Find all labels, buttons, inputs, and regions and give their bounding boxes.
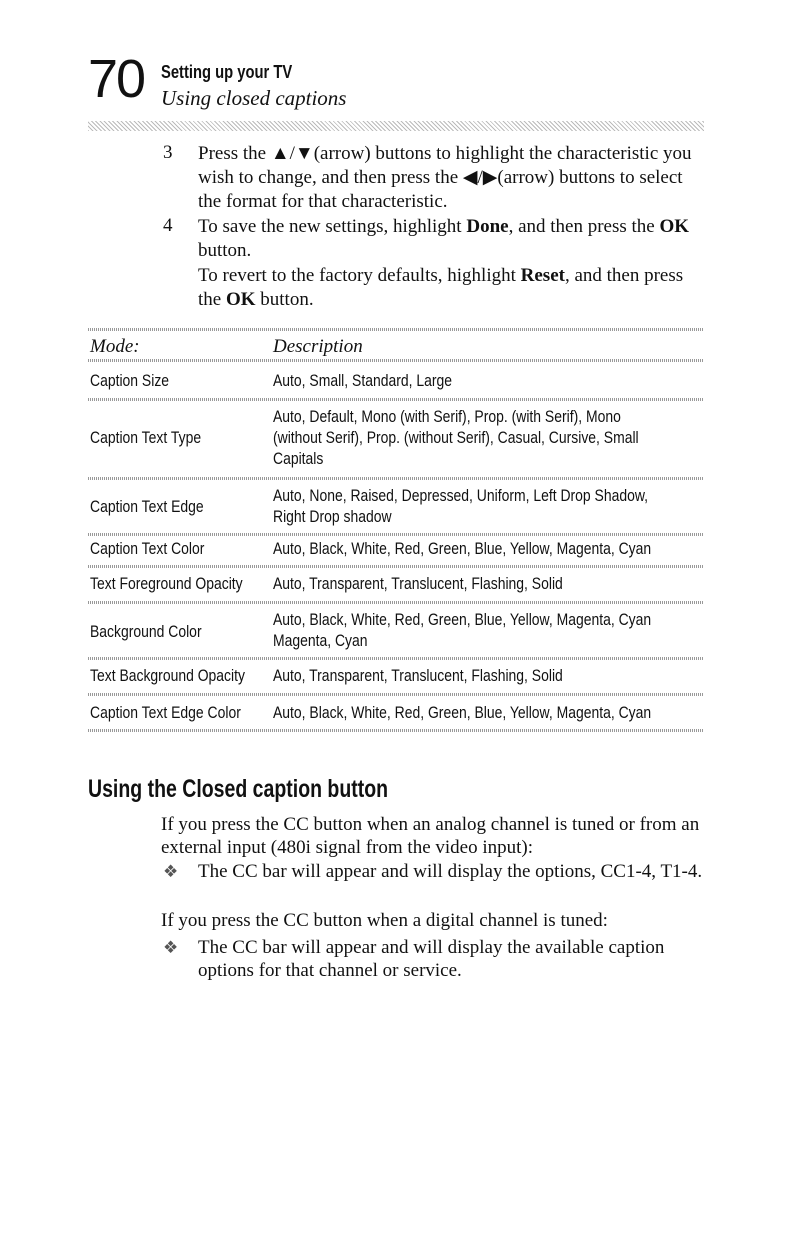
page-number: 70 xyxy=(88,49,145,109)
table-rule xyxy=(88,657,703,660)
table-cell-mode: Text Foreground Opacity xyxy=(90,574,243,593)
step-3-number: 3 xyxy=(163,142,173,163)
table-rule xyxy=(88,477,703,480)
table-header-description: Description xyxy=(273,336,363,357)
table-cell-description: Magenta, Cyan xyxy=(273,631,368,650)
table-cell-mode: Text Background Opacity xyxy=(90,666,245,685)
table-cell-description: Auto, Transparent, Translucent, Flashing, Solid xyxy=(273,666,563,685)
header-divider xyxy=(88,121,704,131)
subsection-title: Using closed captions xyxy=(161,86,347,110)
table-cell-description: Auto, Transparent, Translucent, Flashing, Solid xyxy=(273,574,563,593)
table-rule xyxy=(88,693,703,696)
step-4-reset-text: To revert to the factory defaults, highlight Reset, and then press the OK button. xyxy=(198,265,684,310)
table-cell-description: Auto, Black, White, Red, Green, Blue, Yellow, Magenta, Cyan xyxy=(273,703,652,722)
table-rule xyxy=(88,729,703,732)
section-title: Setting up your TV xyxy=(161,62,293,82)
table-cell-description: (without Serif), Prop. (without Serif), Casual, Cursive, Small xyxy=(273,428,639,447)
table-header-mode: Mode: xyxy=(90,336,140,357)
paragraph: If you press the CC button when a digital channel is tuned: xyxy=(161,910,608,931)
step-3-text: Press the ▲/▼(arrow) buttons to highlight the characteristic you wish to change, and then press the ◀/▶(arrow) buttons to select the format for that characteristic. xyxy=(198,143,692,212)
paragraph: If you press the CC button when an analog channel is tuned or from an external input (480i signal from the video input): xyxy=(161,814,700,858)
table-rule xyxy=(88,601,703,604)
table-rule xyxy=(88,398,703,401)
bullet-item: The CC bar will appear and will display the available caption options for that channel or service. xyxy=(198,937,665,981)
table-cell-mode: Caption Text Edge xyxy=(90,497,204,516)
table-cell-mode: Caption Text Color xyxy=(90,539,205,558)
table-cell-mode: Caption Text Type xyxy=(90,428,202,447)
table-rule xyxy=(88,565,703,568)
table-cell-description: Auto, Black, White, Red, Green, Blue, Yellow, Magenta, Cyan xyxy=(273,610,652,629)
table-cell-description: Auto, Small, Standard, Large xyxy=(273,371,453,390)
table-cell-description: Auto, Default, Mono (with Serif), Prop. (with Serif), Mono xyxy=(273,407,621,426)
section-heading: Using the Closed caption button xyxy=(88,775,389,803)
bullet-item: The CC bar will appear and will display the options, CC1-4, T1-4. xyxy=(198,861,703,882)
table-rule xyxy=(88,533,703,536)
step-4-text: To save the new settings, highlight Done, and then press the OK button. xyxy=(198,216,690,261)
table-cell-mode: Caption Size xyxy=(90,371,170,390)
diamond-bullet-icon: ❖ xyxy=(163,938,179,957)
step-4-number: 4 xyxy=(163,215,173,236)
table-rule xyxy=(88,359,703,362)
table-cell-description: Capitals xyxy=(273,449,324,468)
table-cell-mode: Caption Text Edge Color xyxy=(90,703,241,722)
table-cell-description: Auto, None, Raised, Depressed, Uniform, Left Drop Shadow, xyxy=(273,486,649,505)
table-cell-mode: Background Color xyxy=(90,622,202,641)
table-cell-description: Right Drop shadow xyxy=(273,507,392,526)
table-cell-description: Auto, Black, White, Red, Green, Blue, Yellow, Magenta, Cyan xyxy=(273,539,652,558)
diamond-bullet-icon: ❖ xyxy=(163,862,179,881)
table-rule xyxy=(88,328,703,331)
